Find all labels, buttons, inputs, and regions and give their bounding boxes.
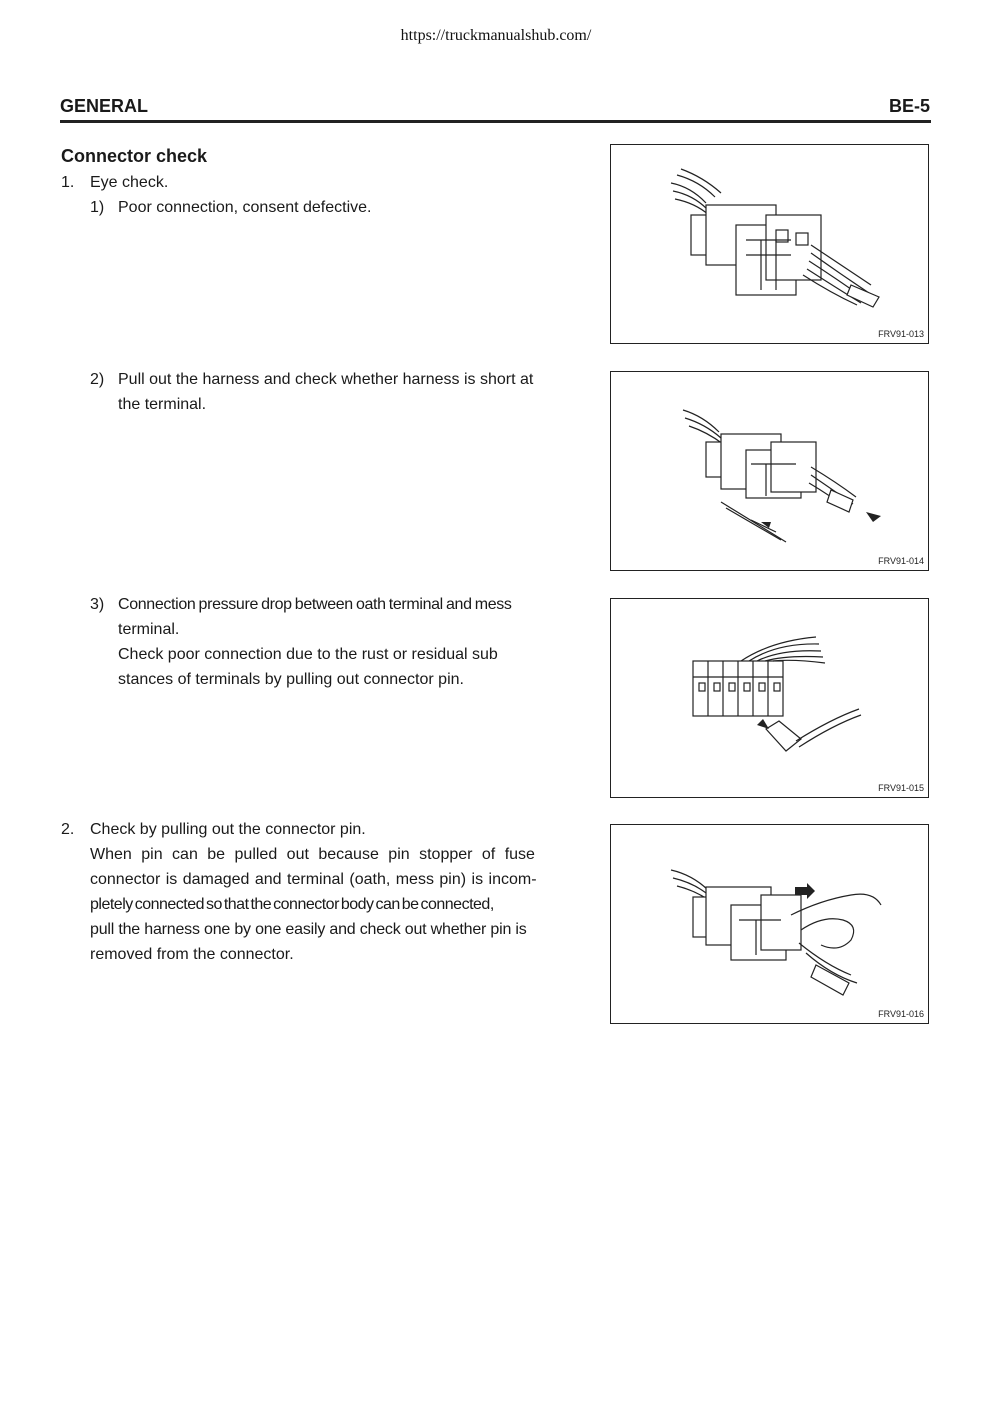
sub-2-line-2: the terminal. [118, 396, 207, 413]
item-1-text: Eye check. [90, 174, 169, 191]
figure-harness-pull [610, 371, 929, 571]
item-2-line-4: pletely connected so that the connector body can be connected, [90, 896, 494, 913]
page-number: BE-5 [888, 96, 930, 116]
figure-caption-2: FRV91-014 [878, 556, 924, 566]
item-2-line-5: pull the harness one by one easily and check out whether pin is [90, 921, 527, 938]
pin-check-hand-illustration [611, 825, 930, 1025]
sub-3-line-2: terminal. [118, 621, 180, 638]
connector-pin-illustration [611, 599, 930, 799]
header-rule [60, 120, 931, 123]
item-2-line-6: removed from the connector. [90, 946, 294, 963]
source-url[interactable]: https://truckmanualshub.com/ [400, 27, 592, 44]
sub-3-line-1: Connection pressure drop between oath terminal and mess [118, 596, 512, 613]
item-2-line-3: connector is damaged and terminal (oath, mess pin) is incom- [90, 871, 537, 888]
connector-pair-illustration [611, 145, 930, 345]
sub-1-text: Poor connection, consent defective. [118, 199, 372, 216]
figure-pin-check-hand [610, 824, 929, 1024]
figure-caption-4: FRV91-016 [878, 1009, 924, 1019]
figure-caption-3: FRV91-015 [878, 783, 924, 793]
sub-2-number: 2) [90, 371, 105, 388]
section-header: GENERAL [60, 96, 149, 116]
item-2-line-1: Check by pulling out the connector pin. [90, 821, 366, 838]
item-2-number: 2. [61, 821, 75, 838]
harness-pull-illustration [611, 372, 930, 572]
item-2-line-2: When pin can be pulled out because pin stopper of fuse [90, 846, 535, 863]
sub-1-number: 1) [90, 199, 105, 216]
figure-connector-pin [610, 598, 929, 798]
sub-3-number: 3) [90, 596, 105, 613]
sub-2-line-1: Pull out the harness and check whether harness is short at [118, 371, 534, 388]
figure-connector-pair [610, 144, 929, 344]
figure-caption-1: FRV91-013 [878, 329, 924, 339]
sub-3-line-4: stances of terminals by pulling out connector pin. [118, 671, 464, 688]
item-1-number: 1. [61, 174, 75, 191]
sub-3-line-3: Check poor connection due to the rust or residual sub [118, 646, 498, 663]
section-title: Connector check [61, 146, 208, 166]
